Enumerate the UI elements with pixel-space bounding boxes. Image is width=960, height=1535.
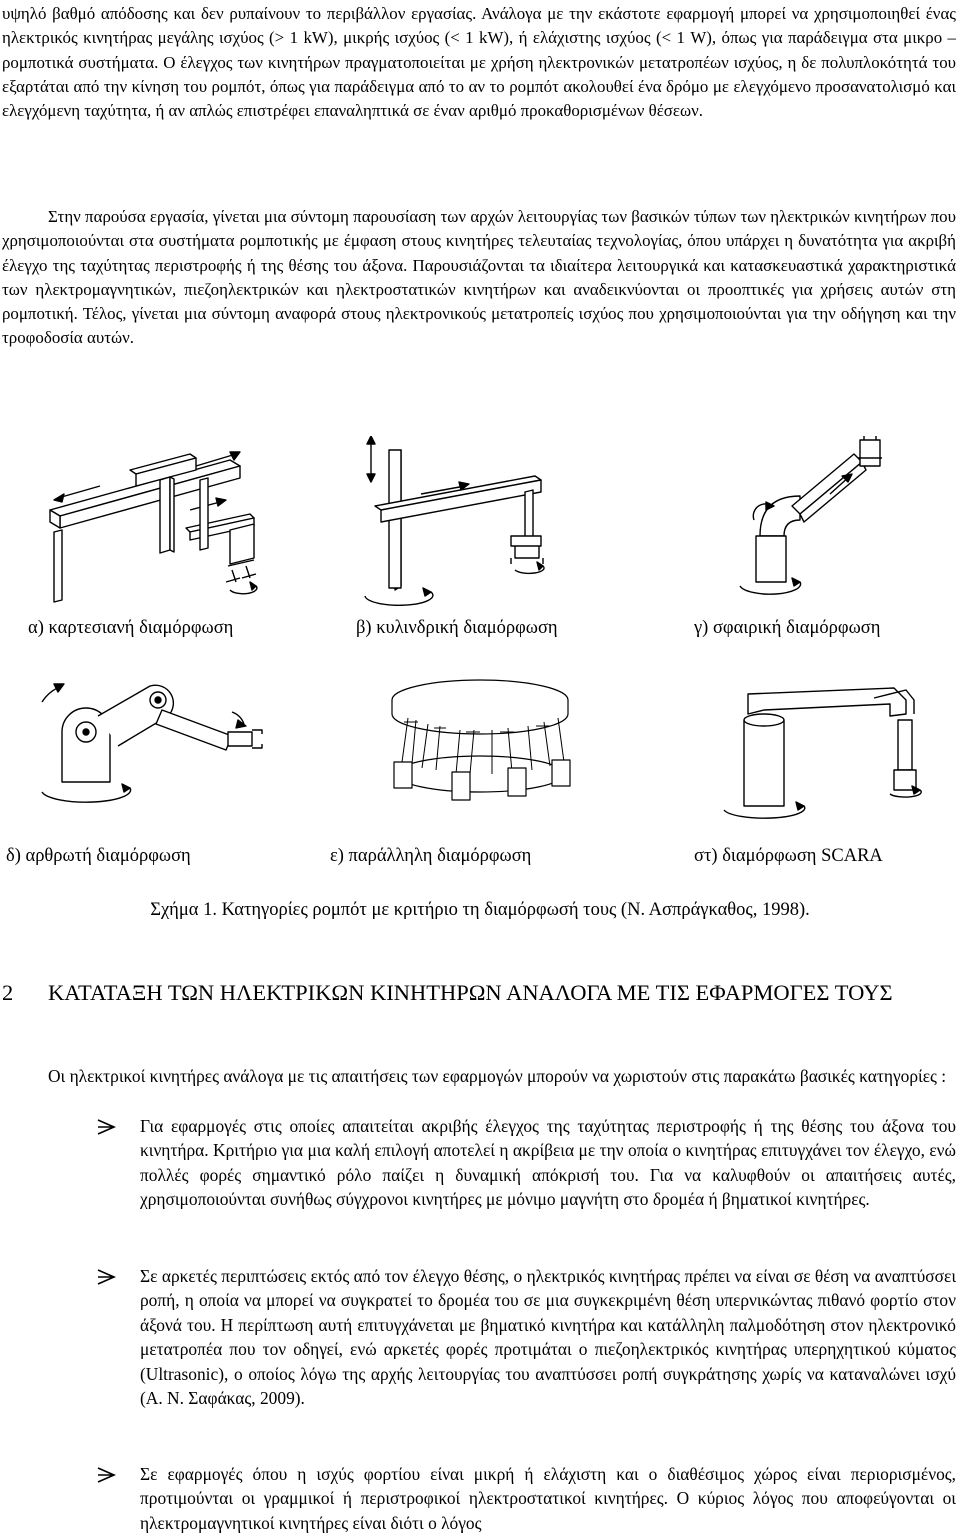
figure-scara-robot (694, 670, 934, 820)
bullet-item: Σε εφαρμογές όπου η ισχύς φορτίου είναι μικρή ή ελάχιστη και ο διαθέσιμος χώρος είναι περιορισμένος, προτιμούνται οι γραμμικοί ή περιστροφικοί ηλεκτροστατικοί κινητήρες. Ο κύριος λόγος που αποφεύγονται οι ηλεκτρομαγνητικοί κινητήρες είναι διότι ο λόγος (140, 1464, 956, 1533)
caption-articulated: δ) αρθρωτή διαμόρφωση (6, 846, 191, 866)
bullet-item: Για εφαρμογές στις οποίες απαιτείται ακριβής έλεγχος της ταχύτητας περιστροφής ή της θέσης του άξονα του κινητήρα. Κριτήριο για μια καλή επιλογή αποτελεί η ακρίβεια με την οποία ο κινητήρας επιτυγχάνει τον έλεγχο, ενώ πολλές φορές σημαντικό ρόλο παίζει η δυναμική απόκρισή του. Για να καλυφθούν οι απαιτήσεις αυτές, χρησιμοποιούνται συνήθως σύγχρονοι κινητήρες με μόνιμο μαγνήτη στο δρομέα ή βηματικοί κινητήρες. (140, 1116, 956, 1210)
figure-parallel-robot (368, 670, 588, 820)
bullet-arrow-icon (96, 1118, 118, 1136)
section-title: ΚΑΤΑΤΑΞΗ ΤΩΝ ΗΛΕΚΤΡΙΚΩΝ ΚΙΝΗΤΗΡΩΝ ΑΝΑΛΟΓΑ ΜΕ ΤΙΣ ΕΦΑΡΜΟΓΕΣ ΤΟΥΣ (48, 980, 893, 1005)
caption-cartesian: α) καρτεσιανή διαμόρφωση (28, 618, 234, 638)
caption-scara: στ) διαμόρφωση SCARA (694, 846, 883, 866)
paragraph-scope: Στην παρούσα εργασία, γίνεται μια σύντομη παρουσίαση των αρχών λειτουργίας των βασικών τύπων των ηλεκτρικών κινητήρων που χρησιμοποιούνται στα συστήματα ρομποτικής με έμφαση στους κινητήρες τελευταίας τεχνολογίας, όπου υπάρχει η δυνατότητα για ακριβή έλεγχο της ταχύτητας περιστροφής ή της θέσης του άξονα. Παρουσιάζονται τα ιδιαίτερα λειτουργικά και κατασκευαστικά χαρακτηριστικά των ηλεκτρομαγνητικών, πιεζοηλεκτρικών και ηλεκτροστατικών κινητήρων και αναδεικνύονται οι προοπτικές για χρήσεις αυτών στη ρομποτική. Τέλος, γίνεται μια σύντομη αναφορά στους ηλεκτρονικούς μετατροπείς ισχύος που χρησιμοποιούνται για την οδήγηση και την τροφοδοσία αυτών. (2, 207, 956, 348)
figure-spherical-robot (700, 436, 920, 606)
bullet-item: Σε αρκετές περιπτώσεις εκτός από τον έλεγχο θέσης, ο ηλεκτρικός κινητήρας πρέπει να είναι σε θέση να αναπτύσσει ροπή, η οποία να μπορεί να συγκρατεί το δρομέα του σε μια συγκεκριμένη θέση υπερνικώντας πιθανό φορτίο στον άξονά του. Η περίπτωση αυτή επιτυγχάνεται με βηματικό κινητήρα και κατάλληλη παλμοδότηση στον ηλεκτρονικό μετατροπέα που τον οδηγεί, ενώ αρκετές φορές προτιμάται ο πιεζοηλεκτρικός κινητήρας υπερηχητικού κύματος (Ultrasonic), ο οποίος λόγω της αρχής λειτουργίας του αναπτύσσει ροπή συγκράτησης χωρίς να καταναλώνει ισχύ (Α. Ν. Σαφάκας, 2009). (140, 1266, 956, 1409)
bullet-arrow-icon (96, 1268, 118, 1286)
paragraph-categories: Οι ηλεκτρικοί κινητήρες ανάλογα με τις απαιτήσεις των εφαρμογών μπορούν να χωριστούν στις παρακάτω βασικές κατηγορίες : (48, 1066, 947, 1086)
figure-cylindrical-robot (335, 436, 595, 606)
caption-parallel: ε) παράλληλη διαμόρφωση (330, 846, 532, 866)
figure-articulated-robot (22, 672, 282, 822)
section-heading (2, 976, 956, 1010)
caption-spherical: γ) σφαιρική διαμόρφωση (694, 618, 881, 638)
bullet-arrow-icon (96, 1466, 118, 1484)
caption-cylindrical: β) κυλινδρική διαμόρφωση (356, 618, 558, 638)
paragraph-intro: υψηλό βαθμό απόδοσης και δεν ρυπαίνουν το περιβάλλον εργασίας. Ανάλογα με την εκάστοτε εφαρμογή μπορεί να χρησιμοποιηθεί ένας ηλεκτρικός κινητήρας μεγάλης ισχύος (> 1 kW), μικρής ισχύος (< 1 kW), ή ελάχιστης ισχύος (< 1 W), όπως για παράδειγμα στα μικρο – ρομποτικά συστήματα. Ο έλεγχος των κινητήρων πραγματοποιείται με χρήση ηλεκτρονικών μετατροπέων ισχύος, η δε πολυπλοκότητά του εξαρτάται από την κίνηση του ρομπότ, όπως για παράδειγμα από το αν το ρομπότ ακολουθεί ένα δρόμο με ελεγχόμενο προσανατολισμό και ελεγχόμενη ταχύτητα, ή αν απλώς επιστρέφει επαναληπτικά σε έναν αριθμό προκαθορισμένων θέσεων. (2, 4, 956, 121)
figure-cartesian-robot (40, 440, 280, 610)
figure-title: Σχήμα 1. Κατηγορίες ρομπότ με κριτήριο τη διαμόρφωσή τους (Ν. Ασπράγκαθος, 1998). (150, 900, 810, 920)
section-number: 2 (2, 980, 14, 1005)
